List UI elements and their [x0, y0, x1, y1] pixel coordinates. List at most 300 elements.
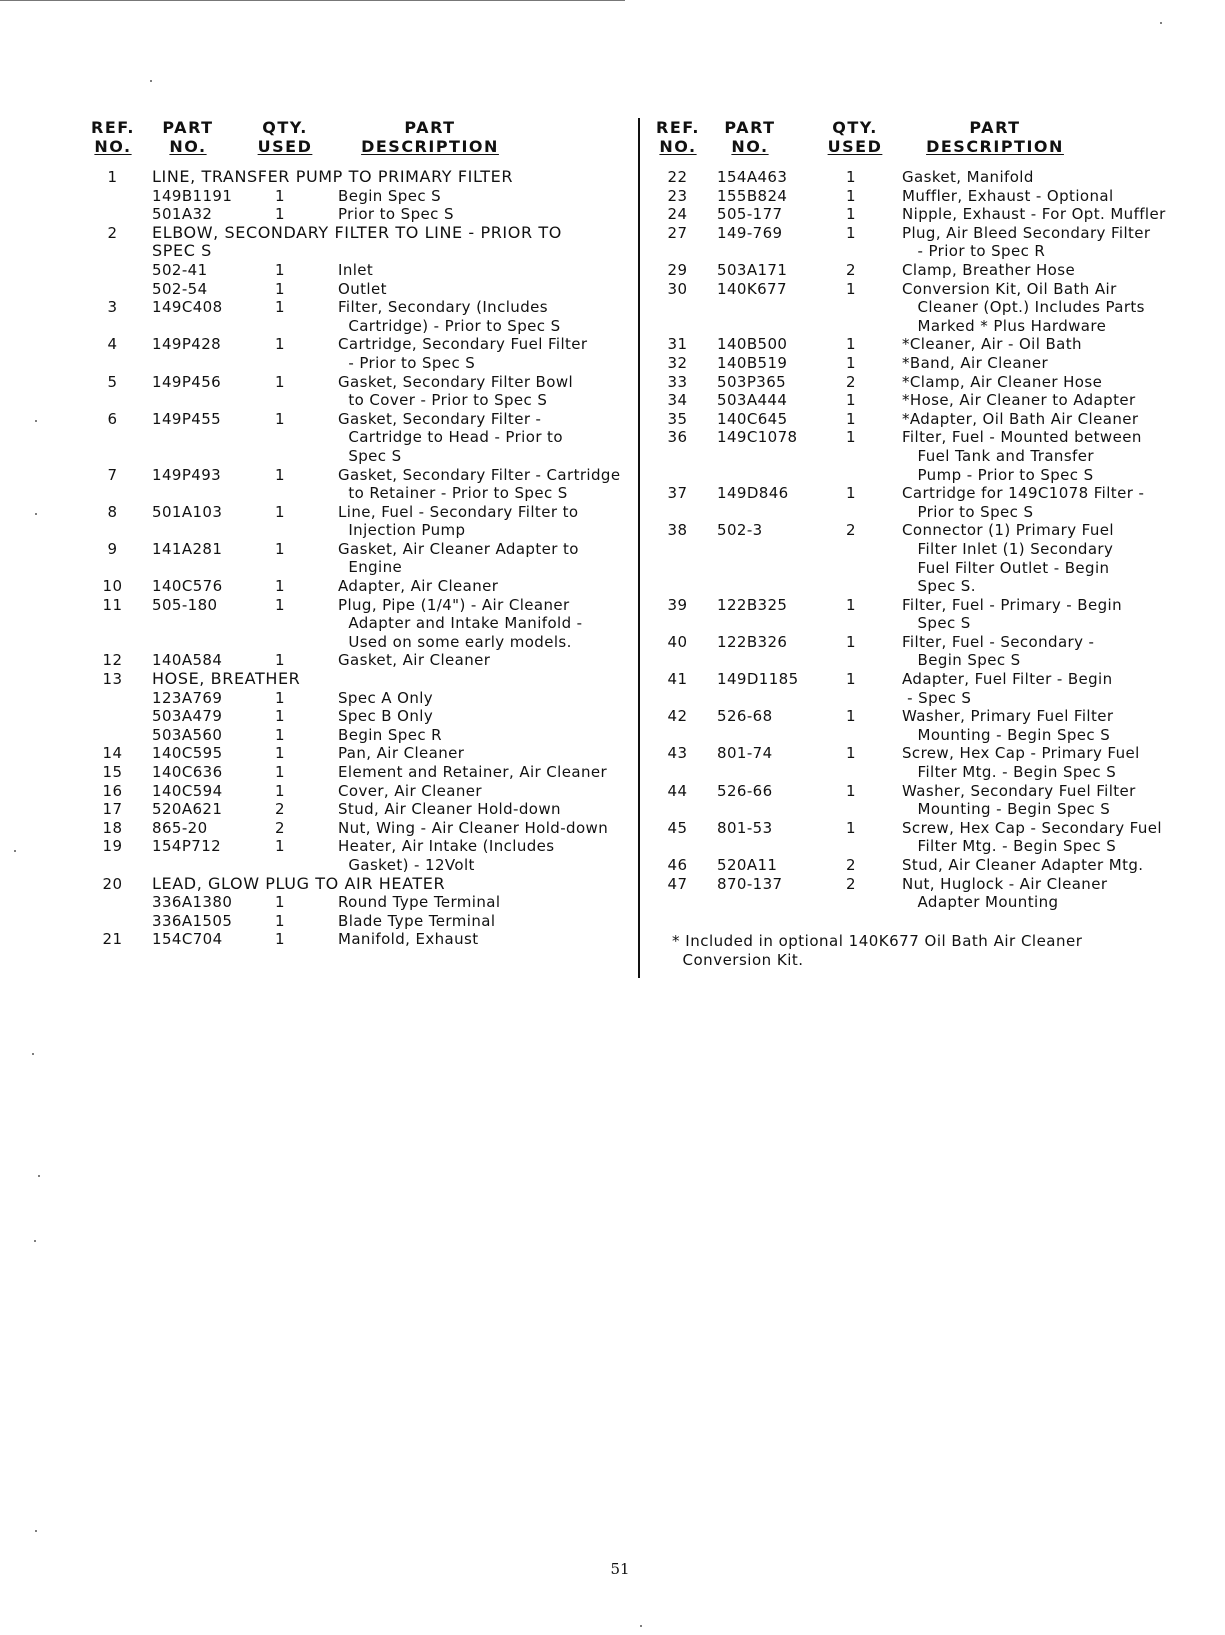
quantity-used: 1 [846, 781, 856, 800]
part-description-line: to Retainer - Prior to Spec S [338, 484, 568, 503]
part-number: 503A479 [152, 707, 223, 726]
part-description-line: Nut, Wing - Air Cleaner Hold-down [338, 818, 609, 837]
table-row [90, 930, 630, 949]
table-row [90, 187, 630, 206]
table-row [90, 577, 630, 596]
table-row [665, 410, 1195, 429]
part-number: 140B500 [717, 335, 788, 354]
part-number: 501A103 [152, 502, 223, 521]
table-row [665, 280, 1195, 336]
quantity-used: 1 [846, 168, 856, 186]
table-row [90, 726, 630, 745]
parts-list-right [665, 168, 1195, 912]
part-description-line: Injection Pump [338, 521, 466, 540]
table-row [665, 168, 1195, 187]
header-desc-line2: DESCRIPTION [926, 137, 1064, 156]
part-description-line: Begin Spec S [338, 186, 442, 205]
part-description-line: Blade Type Terminal [338, 911, 496, 930]
quantity-used: 1 [846, 186, 856, 205]
ref-number: 22 [667, 168, 688, 186]
part-description-line: Begin Spec S [902, 651, 1021, 670]
ref-number: 33 [667, 372, 688, 391]
quantity-used: 1 [846, 707, 856, 726]
table-row [665, 782, 1195, 819]
group-heading: SPEC S [152, 241, 212, 261]
header-qty-line1: QTY. [262, 118, 308, 137]
part-number: 520A621 [152, 800, 223, 819]
header-ref [88, 118, 138, 156]
header-part [720, 118, 780, 156]
part-description-line: Mounting - Begin Spec S [902, 725, 1111, 744]
footnote-line-1: * Included in optional 140K677 Oil Bath Air Cleaner [672, 932, 1083, 950]
quantity-used: 1 [275, 409, 285, 428]
quantity-used: 1 [846, 335, 856, 354]
part-description-line: Gasket, Air Cleaner [338, 651, 491, 670]
part-description-line: Cover, Air Cleaner [338, 781, 482, 800]
ref-number: 1 [107, 168, 118, 186]
table-row [665, 484, 1195, 521]
ref-number: 13 [102, 670, 123, 689]
table-row [90, 782, 630, 801]
header-desc-line1: PART [969, 118, 1021, 137]
ref-number: 12 [102, 651, 123, 670]
table-row [90, 744, 630, 763]
table-row [665, 596, 1195, 633]
group-heading: HOSE, BREATHER [152, 669, 301, 689]
scan-speck [640, 1625, 642, 1627]
part-description-line: Element and Retainer, Air Cleaner [338, 763, 608, 782]
part-description-line: *Cleaner, Air - Oil Bath [902, 335, 1082, 354]
quantity-used: 2 [846, 521, 856, 540]
table-row [90, 596, 630, 652]
table-row [90, 893, 630, 912]
ref-number: 37 [667, 484, 688, 503]
quantity-used: 1 [275, 279, 285, 298]
part-description-line: Fuel Tank and Transfer [902, 446, 1094, 465]
table-row [665, 521, 1195, 595]
part-description-line: Connector (1) Primary Fuel [902, 521, 1114, 540]
part-description-line: Manifold, Exhaust [338, 930, 479, 949]
ref-number: 36 [667, 428, 688, 447]
part-description-line: Cartridge to Head - Prior to [338, 428, 563, 447]
part-description-line: Begin Spec R [338, 725, 442, 744]
quantity-used: 1 [846, 428, 856, 447]
part-number: 520A11 [717, 856, 778, 875]
quantity-used: 1 [275, 205, 285, 224]
quantity-used: 1 [846, 391, 856, 410]
part-number: 336A1380 [152, 893, 233, 912]
part-number: 140C595 [152, 744, 223, 763]
part-number: 870-137 [717, 874, 783, 893]
part-description-line: Prior to Spec S [902, 502, 1034, 521]
part-description-line: Clamp, Breather Hose [902, 260, 1076, 279]
table-row [90, 335, 630, 372]
part-description-line: Filter Mtg. - Begin Spec S [902, 837, 1117, 856]
part-description-line: Adapter, Fuel Filter - Begin [902, 670, 1113, 689]
ref-number: 15 [102, 763, 123, 782]
part-number: 140C594 [152, 781, 223, 800]
part-description-line: Spec A Only [338, 688, 434, 707]
quantity-used: 1 [275, 595, 285, 614]
scan-speck [1160, 22, 1162, 24]
scan-speck [35, 1530, 37, 1532]
ref-number: 47 [667, 874, 688, 893]
part-description-line: *Adapter, Oil Bath Air Cleaner [902, 409, 1139, 428]
page-number: 51 [610, 1560, 630, 1578]
part-description-line: Gasket, Secondary Filter - [338, 409, 542, 428]
part-number: 503P365 [717, 372, 787, 391]
part-number: 140C576 [152, 577, 223, 596]
quantity-used: 1 [846, 223, 856, 242]
part-description-line: - Spec S [902, 688, 972, 707]
ref-number: 41 [667, 670, 688, 689]
quantity-used: 1 [846, 595, 856, 614]
table-row [665, 261, 1195, 280]
quantity-used: 1 [275, 781, 285, 800]
ref-number: 29 [667, 260, 688, 279]
quantity-used: 2 [275, 800, 285, 819]
part-description-line: Cartridge, Secondary Fuel Filter [338, 335, 588, 354]
part-description-line: Line, Fuel - Secondary Filter to [338, 502, 579, 521]
table-row [665, 187, 1195, 206]
ref-number: 8 [107, 502, 118, 521]
part-description-line: to Cover - Prior to Spec S [338, 391, 548, 410]
part-description-line: Screw, Hex Cap - Primary Fuel [902, 744, 1140, 763]
ref-number: 11 [102, 595, 123, 614]
part-description-line: Conversion Kit, Oil Bath Air [902, 279, 1117, 298]
ref-number: 32 [667, 353, 688, 372]
table-row [90, 689, 630, 708]
ref-number: 38 [667, 521, 688, 540]
part-number: 505-180 [152, 595, 218, 614]
table-row [665, 819, 1195, 856]
ref-number: 19 [102, 837, 123, 856]
header-ref-line1: REF. [656, 118, 700, 137]
quantity-used: 2 [275, 818, 285, 837]
group-heading: LINE, TRANSFER PUMP TO PRIMARY FILTER [152, 167, 514, 186]
header-desc [915, 118, 1075, 156]
ref-number: 6 [107, 409, 118, 428]
quantity-used: 2 [846, 874, 856, 893]
ref-number: 39 [667, 595, 688, 614]
quantity-used: 1 [275, 707, 285, 726]
ref-number: 46 [667, 856, 688, 875]
part-number: 140B519 [717, 353, 788, 372]
table-row [665, 373, 1195, 392]
part-number: 502-41 [152, 260, 208, 279]
footnote-line-2: Conversion Kit. [672, 951, 804, 969]
ref-number: 45 [667, 818, 688, 837]
table-row [90, 466, 630, 503]
quantity-used: 1 [846, 818, 856, 837]
table-row [665, 633, 1195, 670]
top-border-line [0, 0, 625, 1]
ref-number: 43 [667, 744, 688, 763]
part-number: 503A560 [152, 725, 223, 744]
part-description-line: Gasket, Manifold [902, 168, 1034, 186]
header-ref [653, 118, 703, 156]
quantity-used: 1 [275, 930, 285, 949]
part-number: 526-66 [717, 781, 773, 800]
part-number: 149D846 [717, 484, 789, 503]
part-description-line: *Hose, Air Cleaner to Adapter [902, 391, 1136, 410]
header-desc-line1: PART [404, 118, 456, 137]
part-description-line: *Band, Air Cleaner [902, 353, 1049, 372]
table-row [90, 875, 630, 894]
quantity-used: 1 [275, 335, 285, 354]
table-row [90, 819, 630, 838]
part-description-line: Nipple, Exhaust - For Opt. Muffler [902, 205, 1166, 224]
part-number: 155B824 [717, 186, 788, 205]
part-number: 505-177 [717, 205, 783, 224]
part-number: 140C636 [152, 763, 223, 782]
part-number: 503A171 [717, 260, 788, 279]
quantity-used: 1 [275, 298, 285, 317]
part-number: 149B1191 [152, 186, 233, 205]
quantity-used: 1 [275, 688, 285, 707]
part-description-line: Spec S [902, 614, 971, 633]
part-description-line: Fuel Filter Outlet - Begin [902, 558, 1110, 577]
quantity-used: 1 [275, 465, 285, 484]
quantity-used: 1 [846, 670, 856, 689]
table-row [665, 670, 1195, 707]
ref-number: 44 [667, 781, 688, 800]
table-row [90, 670, 630, 689]
part-description-line: Plug, Pipe (1/4") - Air Cleaner [338, 595, 570, 614]
part-number: 502-54 [152, 279, 208, 298]
quantity-used: 2 [846, 372, 856, 391]
table-row [90, 912, 630, 931]
part-number: 122B325 [717, 595, 788, 614]
part-description-line: - Prior to Spec R [902, 242, 1046, 261]
part-description-line: Filter, Fuel - Primary - Begin [902, 595, 1122, 614]
part-number: 801-74 [717, 744, 773, 763]
quantity-used: 1 [275, 372, 285, 391]
quantity-used: 1 [846, 279, 856, 298]
table-row [90, 410, 630, 466]
table-row [90, 205, 630, 224]
part-description-line: Filter, Fuel - Secondary - [902, 632, 1095, 651]
quantity-used: 1 [275, 260, 285, 279]
ref-number: 18 [102, 818, 123, 837]
part-number: 149P428 [152, 335, 222, 354]
ref-number: 21 [102, 930, 123, 949]
part-description-line: Cartridge) - Prior to Spec S [338, 316, 561, 335]
header-desc [350, 118, 510, 156]
quantity-used: 1 [846, 205, 856, 224]
quantity-used: 1 [846, 744, 856, 763]
table-row [90, 280, 630, 299]
part-description-line: Filter Inlet (1) Secondary [902, 539, 1114, 558]
header-ref-line2: NO. [94, 137, 132, 156]
part-number: 336A1505 [152, 911, 233, 930]
part-number: 140C645 [717, 409, 788, 428]
part-description-line: Adapter, Air Cleaner [338, 577, 499, 596]
part-number: 149P456 [152, 372, 222, 391]
part-description-line: Plug, Air Bleed Secondary Filter [902, 223, 1151, 242]
ref-number: 31 [667, 335, 688, 354]
table-row [90, 800, 630, 819]
quantity-used: 1 [275, 763, 285, 782]
table-row [90, 763, 630, 782]
header-qty [825, 118, 885, 156]
part-description-line: Washer, Secondary Fuel Filter [902, 781, 1136, 800]
part-number: 865-20 [152, 818, 208, 837]
table-row [665, 205, 1195, 224]
part-description-line: Marked * Plus Hardware [902, 316, 1107, 335]
part-description-line: Pump - Prior to Spec S [902, 465, 1094, 484]
part-description-line: Gasket) - 12Volt [338, 856, 475, 874]
quantity-used: 1 [275, 186, 285, 205]
quantity-used: 2 [846, 260, 856, 279]
group-heading: ELBOW, SECONDARY FILTER TO LINE - PRIOR TO [152, 222, 562, 242]
footnote [672, 932, 1192, 970]
part-number: 149C408 [152, 298, 223, 317]
ref-number: 2 [107, 223, 118, 242]
part-number: 140K677 [717, 279, 787, 298]
part-description-line: Muffler, Exhaust - Optional [902, 186, 1114, 205]
header-part-line2: NO. [731, 137, 769, 156]
table-row [665, 224, 1195, 261]
quantity-used: 1 [846, 409, 856, 428]
ref-number: 23 [667, 186, 688, 205]
part-description-line: Cartridge for 149C1078 Filter - [902, 484, 1145, 503]
scan-speck [35, 420, 37, 422]
part-number: 801-53 [717, 818, 773, 837]
quantity-used: 1 [275, 837, 285, 856]
ref-number: 5 [107, 372, 118, 391]
part-number: 154A463 [717, 168, 788, 186]
part-description-line: Washer, Primary Fuel Filter [902, 707, 1114, 726]
part-description-line: Spec S [338, 446, 402, 465]
table-row [665, 428, 1195, 484]
table-row [665, 707, 1195, 744]
header-ref-line2: NO. [659, 137, 697, 156]
quantity-used: 1 [275, 539, 285, 558]
ref-number: 17 [102, 800, 123, 819]
part-description-line: *Clamp, Air Cleaner Hose [902, 372, 1103, 391]
ref-number: 42 [667, 707, 688, 726]
part-description-line: Filter, Fuel - Mounted between [902, 428, 1142, 447]
quantity-used: 1 [275, 725, 285, 744]
part-description-line: Engine [338, 558, 403, 577]
part-number: 149D1185 [717, 670, 799, 689]
part-number: 503A444 [717, 391, 788, 410]
header-qty-line2: USED [827, 137, 883, 156]
part-number: 140A584 [152, 651, 223, 670]
right-column [656, 118, 1195, 912]
part-description-line: Nut, Huglock - Air Cleaner [902, 874, 1108, 893]
ref-number: 24 [667, 205, 688, 224]
part-description-line: Screw, Hex Cap - Secondary Fuel [902, 818, 1162, 837]
ref-number: 27 [667, 223, 688, 242]
part-description-line: Gasket, Secondary Filter - Cartridge [338, 465, 621, 484]
part-description-line: Spec S. [902, 577, 976, 596]
part-description-line: Inlet [338, 260, 374, 279]
part-number: 154P712 [152, 837, 222, 856]
parts-list-left [90, 168, 630, 949]
ref-number: 34 [667, 391, 688, 410]
table-row [90, 837, 630, 874]
part-description-line: Heater, Air Intake (Includes [338, 837, 555, 856]
table-row [90, 651, 630, 670]
part-description-line: Gasket, Secondary Filter Bowl [338, 372, 574, 391]
ref-number: 30 [667, 279, 688, 298]
part-description-line: - Prior to Spec S [338, 353, 476, 372]
scan-speck [34, 1240, 36, 1242]
ref-number: 3 [107, 298, 118, 317]
scan-speck [38, 1175, 40, 1177]
ref-number: 10 [102, 577, 123, 596]
ref-number: 35 [667, 409, 688, 428]
column-divider [638, 118, 640, 978]
part-description-line: Cleaner (Opt.) Includes Parts [902, 298, 1145, 317]
quantity-used: 2 [846, 856, 856, 875]
table-row [665, 391, 1195, 410]
table-row [90, 503, 630, 540]
ref-number: 7 [107, 465, 118, 484]
ref-number: 14 [102, 744, 123, 763]
table-header-left [90, 118, 630, 168]
table-row [90, 168, 630, 187]
quantity-used: 1 [846, 484, 856, 503]
part-number: 122B326 [717, 632, 788, 651]
table-row [665, 335, 1195, 354]
quantity-used: 1 [275, 911, 285, 930]
table-row [90, 242, 630, 261]
quantity-used: 1 [275, 893, 285, 912]
scan-speck [32, 1053, 34, 1055]
part-number: 502-3 [717, 521, 763, 540]
group-heading: LEAD, GLOW PLUG TO AIR HEATER [152, 873, 446, 893]
header-part-line1: PART [162, 118, 214, 137]
part-description-line: Mounting - Begin Spec S [902, 800, 1111, 819]
header-qty-line1: QTY. [832, 118, 878, 137]
table-row [90, 707, 630, 726]
ref-number: 16 [102, 781, 123, 800]
header-part [158, 118, 218, 156]
header-part-line1: PART [724, 118, 776, 137]
ref-number: 9 [107, 539, 118, 558]
scan-speck [14, 850, 16, 852]
header-desc-line2: DESCRIPTION [361, 137, 499, 156]
table-row [665, 875, 1195, 912]
left-column [90, 118, 630, 949]
header-qty [255, 118, 315, 156]
scan-speck [150, 80, 152, 82]
part-number: 526-68 [717, 707, 773, 726]
part-description-line: Stud, Air Cleaner Hold-down [338, 800, 561, 819]
part-number: 141A281 [152, 539, 223, 558]
table-row [90, 224, 630, 243]
part-number: 149P493 [152, 465, 222, 484]
header-part-line2: NO. [169, 137, 207, 156]
part-number: 501A32 [152, 205, 213, 224]
table-row [90, 540, 630, 577]
part-description-line: Adapter and Intake Manifold - [338, 614, 583, 633]
part-description-line: Prior to Spec S [338, 205, 454, 224]
part-description-line: Spec B Only [338, 707, 434, 726]
part-number: 149C1078 [717, 428, 798, 447]
ref-number: 20 [102, 874, 123, 893]
ref-number: 4 [107, 335, 118, 354]
part-description-line: Filter Mtg. - Begin Spec S [902, 763, 1117, 782]
quantity-used: 1 [275, 651, 285, 670]
quantity-used: 1 [275, 502, 285, 521]
quantity-used: 1 [275, 744, 285, 763]
header-ref-line1: REF. [91, 118, 135, 137]
table-row [90, 261, 630, 280]
